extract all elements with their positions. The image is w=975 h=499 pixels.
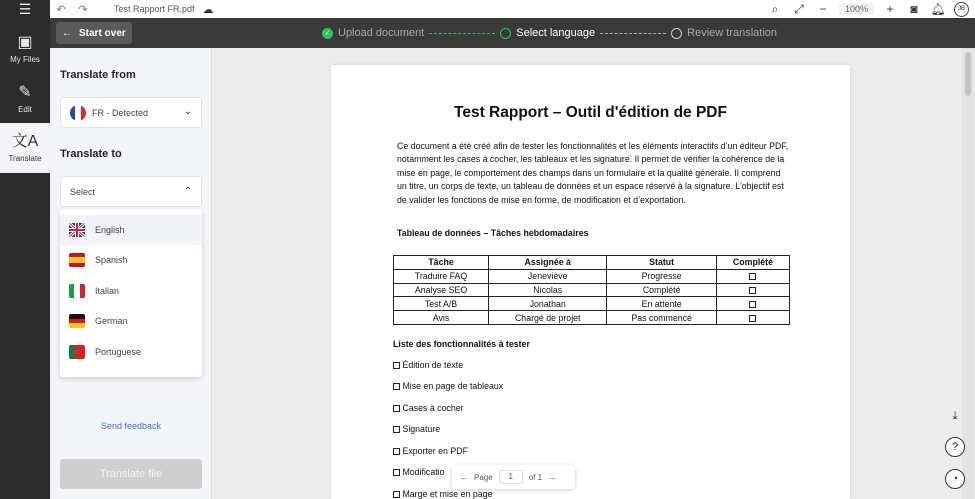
translate-file-button[interactable]: Translate file [60, 459, 202, 489]
checkbox[interactable] [393, 491, 400, 498]
checkbox[interactable] [393, 362, 400, 369]
checklist-item[interactable] [393, 467, 445, 477]
language-option-label: Italian [95, 286, 120, 296]
undo-icon[interactable]: ↶ [56, 3, 66, 16]
zoom-in-icon[interactable]: + [886, 2, 894, 16]
table-cell: Progresse [607, 269, 717, 283]
top-toolbar [50, 0, 975, 18]
table-cell: Traduire FAQ [394, 269, 489, 283]
checklist-label: Marge et mise en page [402, 489, 493, 499]
zoom-out-icon[interactable]: − [819, 2, 827, 16]
rail-item-edit[interactable] [0, 74, 50, 124]
step-divider [429, 33, 495, 34]
chevron-up-icon: ⌃ [183, 186, 192, 197]
language-option-english[interactable] [60, 215, 202, 245]
translate-panel [50, 48, 212, 499]
target-language-placeholder: Select [70, 186, 96, 197]
table-cell [716, 269, 789, 283]
language-option-label: Spanish [95, 255, 128, 265]
table-row [394, 311, 790, 325]
target-language-select[interactable] [60, 176, 202, 207]
language-option-italian[interactable] [60, 276, 202, 306]
current-step-icon [500, 28, 511, 39]
translate-to-heading: Translate to [60, 148, 122, 160]
step-label: Review translation [687, 27, 778, 39]
table-cell: Chargé de projet [489, 311, 607, 325]
progress-steps [322, 18, 777, 48]
left-rail [0, 0, 50, 499]
table-cell: Jonathan [489, 297, 607, 311]
rail-item-label: Translate [8, 154, 42, 163]
checklist-label: Exporter en PDF [402, 446, 468, 456]
table-cell: Test A/B [394, 297, 489, 311]
avatar[interactable]: JB [954, 2, 969, 17]
scrollbar[interactable] [962, 48, 974, 499]
checklist-label: Édition de texte [402, 360, 464, 370]
source-language-value: FR - Detected [92, 107, 149, 118]
page-label: Page [474, 472, 493, 482]
checkbox[interactable] [749, 315, 756, 322]
cookie-icon[interactable]: ◔ [945, 469, 965, 489]
checklist-item[interactable] [393, 446, 468, 456]
check-icon: ✓ [322, 28, 333, 39]
checklist-heading: Liste des fonctionnalités à tester [393, 339, 530, 349]
language-option-portuguese[interactable] [60, 337, 202, 367]
checklist-item[interactable] [393, 424, 440, 434]
italy-flag-icon [69, 284, 85, 298]
checkbox[interactable] [393, 405, 400, 412]
language-option-label: English [95, 225, 125, 235]
checkbox[interactable] [393, 383, 400, 390]
rail-item-my-files[interactable] [0, 24, 50, 74]
start-over-label: Start over [79, 27, 126, 39]
checklist-item[interactable] [393, 489, 492, 499]
file-icon: ▣ [17, 34, 33, 51]
step-label: Select language [516, 27, 596, 39]
hamburger-menu-icon[interactable]: ☰ [0, 0, 50, 18]
language-option-label: German [95, 316, 128, 326]
document-body: Ce document a été créé afin de tester les fonctionnalités et les éléments interactifs d’un éditeur PDF, notamment les cases à cocher, les tableaux et les signature. Il permet de vérifier la cohérence de la mise en page, le comportement des champs dans un formulaire et la qualité générale. Il comprend un titre, un corps de texte, un tableau de données et un espace réservé à la signature. L’objectif est de valider les fonctions de mise en forme, de modification et d’exportation. [397, 141, 789, 205]
table-header-row [394, 256, 790, 270]
step-bar [50, 18, 975, 48]
camera-icon[interactable]: ◙ [910, 2, 918, 16]
table-row [394, 297, 790, 311]
table-cell: Avis [394, 311, 489, 325]
checkbox[interactable] [393, 426, 400, 433]
previous-page-icon[interactable]: ← [460, 472, 468, 482]
table-header: Statut [607, 256, 717, 270]
bell-icon[interactable]: 🔔︎ [930, 2, 946, 16]
checklist-item[interactable] [393, 381, 503, 391]
rail-item-label: Edit [18, 105, 32, 114]
table-header: Tâche [394, 256, 489, 270]
table-header: Assignée à [489, 256, 607, 270]
scrollbar-thumb[interactable] [965, 52, 971, 96]
uk-flag-icon [69, 223, 85, 237]
page-number-input[interactable]: 1 [499, 470, 523, 484]
start-over-button[interactable] [56, 22, 132, 44]
language-dropdown [60, 209, 202, 377]
tasks-table [393, 255, 790, 325]
translate-icon: 文A [11, 133, 39, 150]
table-row [394, 269, 790, 283]
table-cell [716, 311, 789, 325]
france-flag-icon [70, 105, 86, 121]
arrow-left-icon: ← [62, 27, 72, 39]
checkbox[interactable] [393, 448, 400, 455]
step-upload [322, 27, 424, 39]
checklist-label: Signature [402, 424, 441, 434]
document-page [331, 65, 850, 499]
rail-item-translate[interactable] [0, 123, 50, 173]
table-cell: Analyse SEO [394, 283, 489, 297]
table-cell: Jeneviève [489, 269, 607, 283]
step-label: Upload document [338, 27, 425, 39]
source-language-select[interactable] [60, 97, 202, 128]
checklist-label: Modificatio [402, 467, 445, 477]
table-cell: Pas commencé [607, 311, 717, 325]
table-cell: Complété [607, 283, 717, 297]
cloud-sync-icon[interactable]: ☁ [202, 3, 214, 16]
language-option-spanish[interactable] [60, 245, 202, 275]
translate-from-heading: Translate from [60, 69, 136, 81]
table-cell [716, 283, 789, 297]
fit-page-icon[interactable]: ⤢ [794, 1, 804, 16]
page-navigator [452, 465, 575, 489]
document-title: Test Rapport – Outil d'édition de PDF [454, 104, 727, 121]
checkbox[interactable] [749, 273, 756, 280]
table-heading: Tableau de données – Tâches hebdomadaires [397, 228, 589, 238]
download-icon[interactable]: ⤓ [952, 409, 958, 422]
zoom-level[interactable]: 100% [839, 3, 874, 15]
next-page-icon[interactable]: → [548, 472, 557, 482]
table-cell [716, 297, 789, 311]
checkbox[interactable] [393, 469, 400, 476]
search-icon[interactable]: ⌕ [771, 1, 779, 16]
page-total: of 1 [528, 472, 543, 482]
checkbox[interactable] [749, 287, 756, 294]
step-divider [600, 33, 666, 34]
chevron-down-icon: ⌄ [183, 106, 192, 117]
language-option-german[interactable] [60, 306, 202, 336]
table-header: Complété [716, 256, 789, 270]
checkbox[interactable] [749, 301, 756, 308]
step-review [671, 27, 777, 39]
checklist-item[interactable] [393, 403, 464, 413]
pending-step-icon [671, 28, 682, 39]
table-cell: Nicolas [489, 283, 607, 297]
table-row [394, 283, 790, 297]
spain-flag-icon [69, 253, 85, 267]
rail-item-label: My Files [10, 55, 40, 64]
portugal-flag-icon [69, 345, 85, 359]
step-select-language [500, 27, 595, 39]
checklist-label: Mise en page de tableaux [402, 381, 504, 391]
table-cell: En attente [607, 297, 717, 311]
checklist-item[interactable] [393, 360, 463, 370]
redo-icon[interactable]: ↷ [78, 3, 88, 16]
help-icon[interactable]: ? [945, 437, 965, 457]
send-feedback-link[interactable]: Send feedback [100, 421, 162, 431]
checklist-label: Cases à cocher [402, 403, 464, 413]
language-option-label: Portuguese [95, 347, 142, 357]
document-filename[interactable]: Test Rapport FR.pdf [114, 4, 195, 14]
pencil-icon: ✎ [18, 84, 32, 101]
germany-flag-icon [69, 314, 85, 328]
